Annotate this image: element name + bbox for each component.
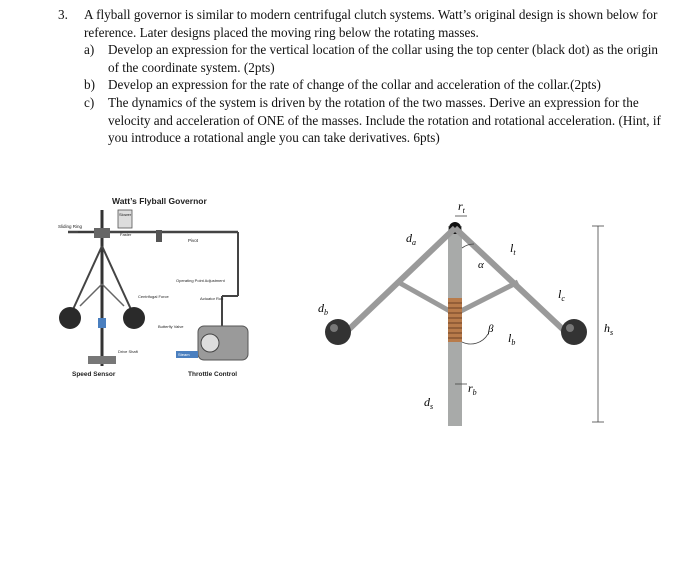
question-stem: A flyball governor is similar to modern centrifugal clutch systems. Watt’s original design is shown below for reference. Later designs placed the moving ring below the rotating masses. xyxy=(84,7,658,40)
item-a-label: a) xyxy=(84,42,95,58)
left-flyball xyxy=(59,307,81,329)
right-mass xyxy=(561,319,587,345)
lower-arm-left xyxy=(398,282,455,314)
beta-arc xyxy=(462,334,488,344)
right-flyball xyxy=(123,307,145,329)
label-r-t: $r_t$ xyxy=(458,199,465,215)
label-r-b: $r_b$ xyxy=(468,381,477,397)
question-number: 3. xyxy=(58,7,68,22)
item-b-label: b) xyxy=(84,77,95,93)
label-throttle-control: Throttle Control xyxy=(188,371,238,378)
label-alpha: α xyxy=(478,259,484,271)
label-operating: Operating Point Adjustment xyxy=(176,278,225,283)
label-sliding: Sliding Ring xyxy=(58,224,83,229)
label-slower: Slower xyxy=(119,212,132,217)
butterfly-valve-disc xyxy=(201,334,219,352)
watt-governor-figure xyxy=(58,188,270,388)
label-drive-shaft: Drive Shaft xyxy=(118,349,138,354)
label-h-s: $h_s$ xyxy=(604,321,614,337)
label-d-b: $d_b$ xyxy=(318,301,328,317)
lower-arm-right xyxy=(455,282,518,314)
figure-title: Watt’s Flyball Governor xyxy=(112,196,207,206)
item-a-text: Develop an expression for the vertical location of the collar using the top center (black dot) as the origin of the coordinate system. (2pts) xyxy=(108,42,659,75)
label-l-t: $l_t$ xyxy=(510,241,516,257)
gear-base xyxy=(88,356,116,364)
label-l-c: $l_c$ xyxy=(558,287,565,303)
label-pivot: Pivot xyxy=(188,238,199,243)
label-d-a: $d_a$ xyxy=(406,231,416,247)
item-c xyxy=(58,94,668,147)
item-b-text: Develop an expression for the rate of change of the collar and acceleration of the collar.(2pts) xyxy=(108,77,601,93)
governor-schematic xyxy=(312,196,632,436)
label-butterfly: Butterfly Valve xyxy=(158,324,184,329)
label-l-b: $l_b$ xyxy=(508,331,516,347)
left-mass xyxy=(325,319,351,345)
collar-spring xyxy=(448,298,462,342)
item-b xyxy=(58,76,668,94)
question-block xyxy=(58,6,668,147)
label-speed-sensor: Speed Sensor xyxy=(72,371,116,378)
label-d-s: $d_s$ xyxy=(424,395,434,411)
item-a xyxy=(58,41,668,76)
right-arm xyxy=(102,246,134,316)
item-c-label: c) xyxy=(84,94,95,110)
left-arm xyxy=(70,246,102,316)
label-beta: β xyxy=(488,323,494,335)
label-steam: Steam xyxy=(178,352,190,357)
sliding-ring xyxy=(94,228,110,238)
label-faster: Faster xyxy=(120,232,132,237)
label-actuator: Actuator Rod xyxy=(200,296,224,301)
item-c-text: The dynamics of the system is driven by the rotation of the two masses. Derive an expression for the velocity and acceleration of ONE of the masses. Include the rotation and rotational acceleration. (Hint, if you introduce a rotational angle you can take derivatives. 6pts) xyxy=(108,94,661,146)
label-centrifugal: Centrifugal Force xyxy=(138,294,169,299)
collar-blue xyxy=(98,318,106,328)
pivot-post xyxy=(156,230,162,242)
